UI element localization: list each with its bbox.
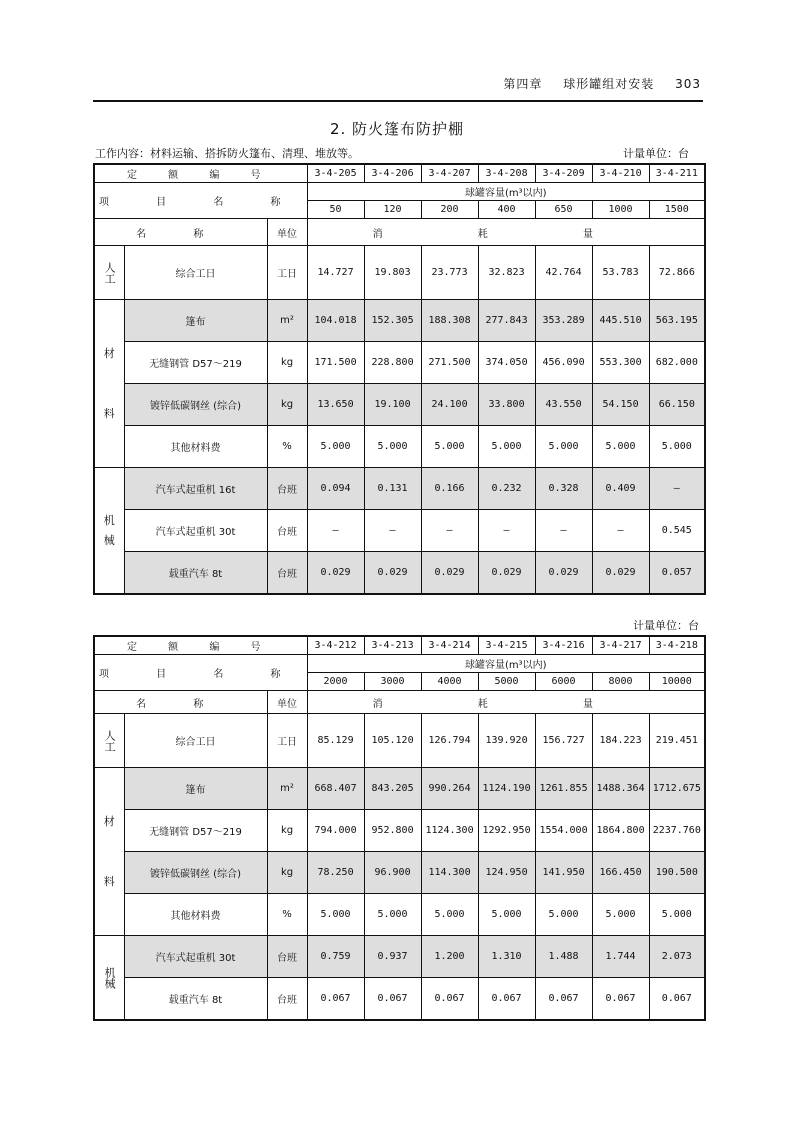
item-unit: 台班	[267, 468, 307, 510]
code-cell: 3-4-213	[364, 636, 421, 655]
value-cell: 33.800	[478, 384, 535, 426]
value-cell: 0.067	[364, 978, 421, 1021]
value-cell: —	[478, 510, 535, 552]
section-title: 2. 防火篷布防护棚	[329, 120, 465, 138]
table-row	[94, 852, 705, 894]
value-cell: 43.550	[535, 384, 592, 426]
item-name: 其他材料费	[124, 426, 267, 468]
capacity-cell: 200	[421, 201, 478, 219]
value-cell: 0.232	[478, 468, 535, 510]
item-name: 无缝钢管 D57～219	[124, 810, 267, 852]
value-cell: 171.500	[307, 342, 364, 384]
item-unit: kg	[267, 810, 307, 852]
value-cell: 0.029	[535, 552, 592, 595]
name-label: 名 称	[94, 219, 267, 246]
table-row	[94, 714, 705, 768]
table-row	[94, 426, 705, 468]
value-cell: 1864.800	[592, 810, 649, 852]
item-name: 汽车式起重机 30t	[124, 936, 267, 978]
unit-label-1: 计量单位：台	[623, 147, 689, 160]
item-name: 篷布	[124, 768, 267, 810]
value-cell: 682.000	[649, 342, 705, 384]
capacity-cell: 120	[364, 201, 421, 219]
code-cell: 3-4-205	[307, 164, 364, 183]
value-cell: 5.000	[649, 426, 705, 468]
quota-table-2	[93, 635, 706, 1021]
item-name: 篷布	[124, 300, 267, 342]
value-cell: 2.073	[649, 936, 705, 978]
value-cell: 5.000	[364, 426, 421, 468]
value-cell: 126.794	[421, 714, 478, 768]
value-cell: —	[307, 510, 364, 552]
value-cell: 1261.855	[535, 768, 592, 810]
code-cell: 3-4-212	[307, 636, 364, 655]
unit-column-label: 单位	[267, 691, 307, 714]
code-cell: 3-4-208	[478, 164, 535, 183]
value-cell: 374.050	[478, 342, 535, 384]
value-cell: 114.300	[421, 852, 478, 894]
value-cell: 952.800	[364, 810, 421, 852]
capacity-label: 球罐容量(m³以内)	[307, 655, 705, 673]
value-cell: 1.310	[478, 936, 535, 978]
value-cell: 0.545	[649, 510, 705, 552]
value-cell: 5.000	[592, 894, 649, 936]
value-cell: 5.000	[307, 894, 364, 936]
value-cell: 141.950	[535, 852, 592, 894]
table-row	[94, 300, 705, 342]
capacity-cell: 1000	[592, 201, 649, 219]
value-cell: 1.488	[535, 936, 592, 978]
value-cell: 85.129	[307, 714, 364, 768]
work-content: 工作内容：材料运输、搭拆防火篷布、清理、堆放等。	[95, 147, 359, 160]
item-unit: 工日	[267, 246, 307, 300]
value-cell: 96.900	[364, 852, 421, 894]
table-row	[94, 552, 705, 595]
value-cell: 445.510	[592, 300, 649, 342]
value-cell: 5.000	[535, 426, 592, 468]
value-cell: 124.950	[478, 852, 535, 894]
value-cell: 53.783	[592, 246, 649, 300]
group-material-top: 材	[103, 814, 115, 828]
item-name: 综合工日	[124, 714, 267, 768]
value-cell: 5.000	[307, 426, 364, 468]
value-cell: 32.823	[478, 246, 535, 300]
table-row	[94, 810, 705, 852]
value-cell: 5.000	[592, 426, 649, 468]
value-cell: 5.000	[478, 426, 535, 468]
value-cell: 0.067	[592, 978, 649, 1021]
value-cell: 24.100	[421, 384, 478, 426]
value-cell: 0.328	[535, 468, 592, 510]
value-cell: 1292.950	[478, 810, 535, 852]
value-cell: 0.067	[535, 978, 592, 1021]
value-cell: 1.200	[421, 936, 478, 978]
group-material-bottom: 料	[103, 874, 115, 888]
capacity-header-row	[94, 655, 705, 673]
value-cell: 13.650	[307, 384, 364, 426]
table-row	[94, 978, 705, 1021]
group-material	[94, 300, 124, 468]
value-cell: 5.000	[421, 894, 478, 936]
capacity-header-row	[94, 183, 705, 201]
unit-column-label: 单位	[267, 219, 307, 246]
value-cell: 563.195	[649, 300, 705, 342]
value-cell: 0.029	[307, 552, 364, 595]
code-cell: 3-4-206	[364, 164, 421, 183]
column-title-row	[94, 219, 705, 246]
item-name: 综合工日	[124, 246, 267, 300]
value-cell: 156.727	[535, 714, 592, 768]
value-cell: 219.451	[649, 714, 705, 768]
item-name: 镀锌低碳钢丝 (综合)	[124, 384, 267, 426]
value-cell: 353.289	[535, 300, 592, 342]
code-cell: 3-4-210	[592, 164, 649, 183]
value-cell: 0.029	[592, 552, 649, 595]
value-cell: 5.000	[478, 894, 535, 936]
value-cell: 668.407	[307, 768, 364, 810]
item-unit: m²	[267, 300, 307, 342]
chapter-label: 第四章	[503, 77, 543, 91]
item-unit: %	[267, 894, 307, 936]
value-cell: 1.744	[592, 936, 649, 978]
value-cell: 139.920	[478, 714, 535, 768]
value-cell: 0.057	[649, 552, 705, 595]
value-cell: 188.308	[421, 300, 478, 342]
column-title-row	[94, 691, 705, 714]
page-number: 303	[675, 77, 701, 91]
capacity-cell: 4000	[421, 673, 478, 691]
item-name: 载重汽车 8t	[124, 978, 267, 1021]
consumption-label: 消 耗 量	[307, 219, 705, 246]
running-header	[93, 70, 703, 102]
quota-code-label: 定 额 编 号	[94, 164, 307, 183]
quota-code-label: 定 额 编 号	[94, 636, 307, 655]
value-cell: 0.409	[592, 468, 649, 510]
capacity-cell: 650	[535, 201, 592, 219]
value-cell: 990.264	[421, 768, 478, 810]
group-machine-top: 机	[103, 513, 115, 527]
value-cell: 190.500	[649, 852, 705, 894]
code-cell: 3-4-209	[535, 164, 592, 183]
value-cell: 0.029	[478, 552, 535, 595]
table-row	[94, 384, 705, 426]
value-cell: 843.205	[364, 768, 421, 810]
value-cell: 5.000	[535, 894, 592, 936]
item-unit: 台班	[267, 978, 307, 1021]
value-cell: 23.773	[421, 246, 478, 300]
table-row	[94, 468, 705, 510]
table-row	[94, 768, 705, 810]
code-cell: 3-4-211	[649, 164, 705, 183]
value-cell: 104.018	[307, 300, 364, 342]
table-row	[94, 510, 705, 552]
value-cell: 5.000	[649, 894, 705, 936]
value-cell: 1712.675	[649, 768, 705, 810]
value-cell: 54.150	[592, 384, 649, 426]
value-cell: 0.029	[421, 552, 478, 595]
group-labor: 人工	[94, 714, 124, 768]
item-unit: 台班	[267, 936, 307, 978]
code-cell: 3-4-216	[535, 636, 592, 655]
value-cell: —	[592, 510, 649, 552]
value-cell: 456.090	[535, 342, 592, 384]
table-row	[94, 936, 705, 978]
group-labor: 人工	[94, 246, 124, 300]
code-row	[94, 636, 705, 655]
capacity-cell: 3000	[364, 673, 421, 691]
value-cell: —	[364, 510, 421, 552]
group-machine: 机械	[94, 936, 124, 1021]
value-cell: 0.067	[421, 978, 478, 1021]
value-cell: 1488.364	[592, 768, 649, 810]
value-cell: 72.866	[649, 246, 705, 300]
value-cell: 0.759	[307, 936, 364, 978]
quota-table-1	[93, 163, 706, 595]
capacity-cell: 10000	[649, 673, 705, 691]
work-content-line	[95, 145, 703, 161]
value-cell: 0.131	[364, 468, 421, 510]
chapter-title: 球形罐组对安装	[563, 77, 655, 91]
item-unit: %	[267, 426, 307, 468]
code-cell: 3-4-215	[478, 636, 535, 655]
capacity-cell: 5000	[478, 673, 535, 691]
value-cell: 0.067	[478, 978, 535, 1021]
capacity-cell: 400	[478, 201, 535, 219]
table-row	[94, 246, 705, 300]
table-row	[94, 894, 705, 936]
group-material-bottom: 料	[103, 406, 115, 420]
item-name: 无缝钢管 D57～219	[124, 342, 267, 384]
item-unit: 台班	[267, 552, 307, 595]
group-material	[94, 768, 124, 936]
value-cell: 105.120	[364, 714, 421, 768]
item-name-label: 项 目 名 称	[94, 655, 307, 691]
value-cell: 166.450	[592, 852, 649, 894]
group-machine-bottom: 械	[103, 533, 115, 547]
value-cell: —	[535, 510, 592, 552]
capacity-cell: 6000	[535, 673, 592, 691]
value-cell: 5.000	[364, 894, 421, 936]
item-name: 汽车式起重机 16t	[124, 468, 267, 510]
item-unit: kg	[267, 384, 307, 426]
capacity-cell: 50	[307, 201, 364, 219]
code-cell: 3-4-214	[421, 636, 478, 655]
group-material-top: 材	[103, 346, 115, 360]
item-unit: 工日	[267, 714, 307, 768]
value-cell: 42.764	[535, 246, 592, 300]
running-header-text	[487, 75, 701, 92]
value-cell: 19.100	[364, 384, 421, 426]
value-cell: 19.803	[364, 246, 421, 300]
name-label: 名 称	[94, 691, 267, 714]
value-cell: 0.067	[307, 978, 364, 1021]
code-cell: 3-4-218	[649, 636, 705, 655]
item-name: 其他材料费	[124, 894, 267, 936]
consumption-label: 消 耗 量	[307, 691, 705, 714]
group-machine	[94, 468, 124, 595]
value-cell: 1124.190	[478, 768, 535, 810]
value-cell: 0.094	[307, 468, 364, 510]
item-unit: kg	[267, 342, 307, 384]
value-cell: 271.500	[421, 342, 478, 384]
item-unit: kg	[267, 852, 307, 894]
code-row	[94, 164, 705, 183]
unit-label-2: 计量单位：台	[633, 619, 699, 632]
code-cell: 3-4-207	[421, 164, 478, 183]
capacity-label: 球罐容量(m³以内)	[307, 183, 705, 201]
value-cell: 277.843	[478, 300, 535, 342]
item-unit: m²	[267, 768, 307, 810]
value-cell: 152.305	[364, 300, 421, 342]
value-cell: —	[649, 468, 705, 510]
value-cell: 1124.300	[421, 810, 478, 852]
value-cell: 0.067	[649, 978, 705, 1021]
capacity-cell: 1500	[649, 201, 705, 219]
value-cell: 0.166	[421, 468, 478, 510]
value-cell: —	[421, 510, 478, 552]
value-cell: 5.000	[421, 426, 478, 468]
value-cell: 66.150	[649, 384, 705, 426]
item-unit: 台班	[267, 510, 307, 552]
value-cell: 794.000	[307, 810, 364, 852]
value-cell: 0.029	[364, 552, 421, 595]
capacity-cell: 8000	[592, 673, 649, 691]
value-cell: 0.937	[364, 936, 421, 978]
item-name-label: 项 目 名 称	[94, 183, 307, 219]
value-cell: 1554.000	[535, 810, 592, 852]
value-cell: 78.250	[307, 852, 364, 894]
value-cell: 228.800	[364, 342, 421, 384]
value-cell: 553.300	[592, 342, 649, 384]
code-cell: 3-4-217	[592, 636, 649, 655]
item-name: 镀锌低碳钢丝 (综合)	[124, 852, 267, 894]
item-name: 载重汽车 8t	[124, 552, 267, 595]
table-row	[94, 342, 705, 384]
value-cell: 184.223	[592, 714, 649, 768]
item-name: 汽车式起重机 30t	[124, 510, 267, 552]
value-cell: 2237.760	[649, 810, 705, 852]
value-cell: 14.727	[307, 246, 364, 300]
capacity-cell: 2000	[307, 673, 364, 691]
